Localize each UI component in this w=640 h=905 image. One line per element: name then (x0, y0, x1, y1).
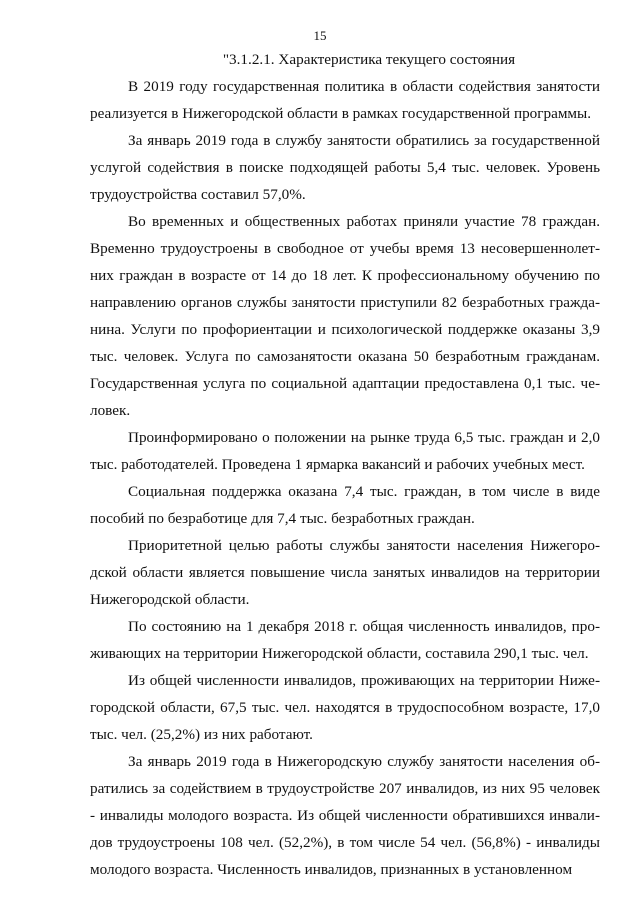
paragraph-employment-service: За январь 2019 года в Нижегородскую службу занятости населения обратились за содействием в трудоустройстве 207 инвалидов, из них 95 человек - инвалиды молодого возраста. Из общей численности обратившихся инвалидов трудоустроены 108 чел. (52,2%), в том числе 54 чел. (56,8%) - инвалиды молодого возраста. Численность инвалидов, признанных в установленном (90, 753, 600, 878)
paragraph-job-search: За январь 2019 года в службу занятости обратились за государственной услугой содействия в поиске подходящей работы 5,4 тыс. человек. Уровень трудоустройства составил 57,0%. (90, 132, 600, 203)
paragraph-social-support: Социальная поддержка оказана 7,4 тыс. граждан, в том числе в виде пособий по безработице для 7,4 тыс. безработных граждан. (90, 483, 600, 527)
page-number: 15 (313, 28, 327, 43)
paragraph-disabled-count: По состоянию на 1 декабря 2018 г. общая численность инвалидов, проживающих на территории Нижегородской области, составила 290,1 тыс. чел. (90, 618, 600, 662)
paragraph-policy: В 2019 году государственная политика в области содействия занятости реализуется в Нижегородской области в рамках государственной программы. (90, 78, 600, 122)
paragraph-temporary-works: Во временных и общественных работах приняли участие 78 граждан. Временно трудоустроены в свободное от учебы время 13 несовершеннолетних граждан в возрасте от 14 до 18 лет. К профессиональному обучению по направлению органов службы занятости приступили 82 безработных гражданина. Услуги по профориентации и психологической поддержке оказаны 3,9 тыс. человек. Услуга по самозанятости оказана 50 безработным гражданам. Государственная услуга по социальной адаптации предоставлена 0,1 тыс. человек. (90, 213, 600, 419)
paragraph-labor-market-info: Проинформировано о положении на рынке труда 6,5 тыс. граждан и 2,0 тыс. работодателей. Проведена 1 ярмарка вакансий и рабочих учебных мест. (90, 429, 600, 473)
paragraph-priority-goal: Приоритетной целью работы службы занятости населения Нижегородской области является повышение числа занятых инвалидов на территории Нижегородской области. (90, 537, 600, 608)
paragraph-working-age: Из общей численности инвалидов, проживающих на территории Нижегородской области, 67,5 тыс. чел. находятся в трудоспособном возрасте, 17,0 тыс. чел. (25,2%) из них работают. (90, 672, 600, 743)
section-heading: "3.1.2.1. Характеристика текущего состояния (222, 51, 516, 68)
document-body (90, 46, 600, 883)
